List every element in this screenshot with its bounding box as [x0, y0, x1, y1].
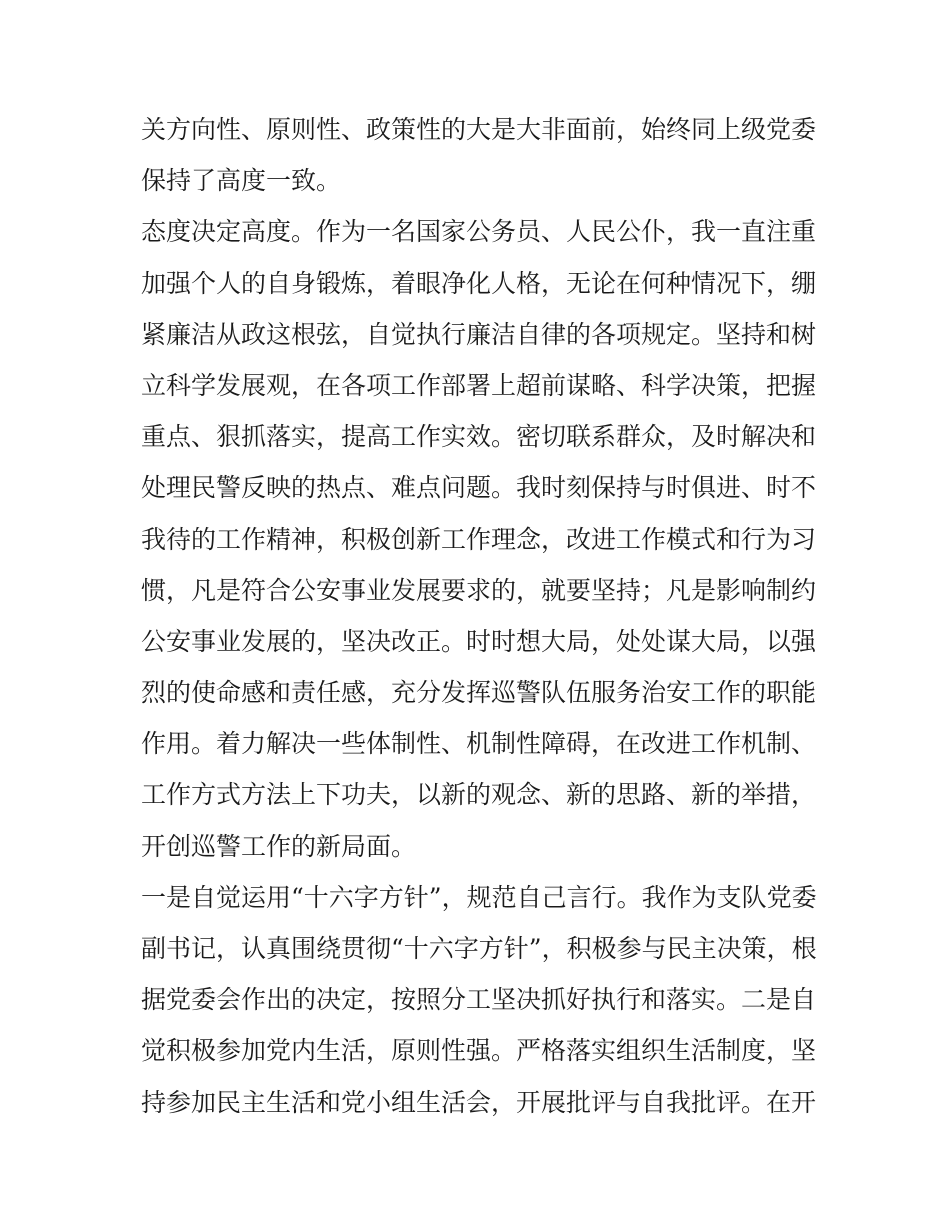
text-line: 惯，凡是符合公安事业发展要求的，就要坚持；凡是影响制约 — [141, 575, 817, 605]
text-line: 加强个人的自身锻炼，着眼净化人格，无论在何种情况下，绷 — [141, 268, 817, 298]
text-line: 觉积极参加党内生活，原则性强。严格落实组织生活制度，坚 — [141, 1036, 817, 1066]
body-text — [141, 104, 831, 1128]
text-line: 副书记，认真围绕贯彻“十六字方针”，积极参与民主决策，根 — [141, 934, 817, 963]
text-line: 作用。着力解决一些体制性、机制性障碍，在改进工作机制、 — [141, 729, 817, 759]
text-line: 工作方式方法上下功夫，以新的观念、新的思路、新的举措， — [141, 780, 817, 810]
text-line: 紧廉洁从政这根弦，自觉执行廉洁自律的各项规定。坚持和树 — [141, 319, 817, 349]
text-line: 公安事业发展的，坚决改正。时时想大局，处处谋大局，以强 — [141, 626, 817, 656]
text-line: 我待的工作精神，积极创新工作理念，改进工作模式和行为习 — [141, 524, 817, 554]
text-line: 据党委会作出的决定，按照分工坚决抓好执行和落实。二是自 — [141, 985, 817, 1015]
text-line: 开创巡警工作的新局面。 — [141, 831, 417, 861]
text-line: 重点、狠抓落实，提高工作实效。密切联系群众，及时解决和 — [141, 422, 817, 452]
text-line: 关方向性、原则性、政策性的大是大非面前，始终同上级党委 — [141, 115, 817, 144]
text-line: 立科学发展观，在各项工作部署上超前谋略、科学决策，把握 — [141, 370, 817, 400]
text-line: 一是自觉运用“十六字方针”，规范自己言行。我作为支队党委 — [141, 882, 817, 912]
text-line: 保持了高度一致。 — [141, 166, 342, 196]
text-line: 态度决定高度。作为一名国家公务员、人民公仆，我一直注重 — [141, 217, 817, 247]
text-line: 处理民警反映的热点、难点问题。我时刻保持与时俱进、时不 — [141, 473, 817, 503]
text-line: 持参加民主生活和党小组生活会，开展批评与自我批评。在开 — [141, 1087, 817, 1117]
text-line: 烈的使命感和责任感，充分发挥巡警队伍服务治安工作的职能 — [141, 678, 817, 708]
